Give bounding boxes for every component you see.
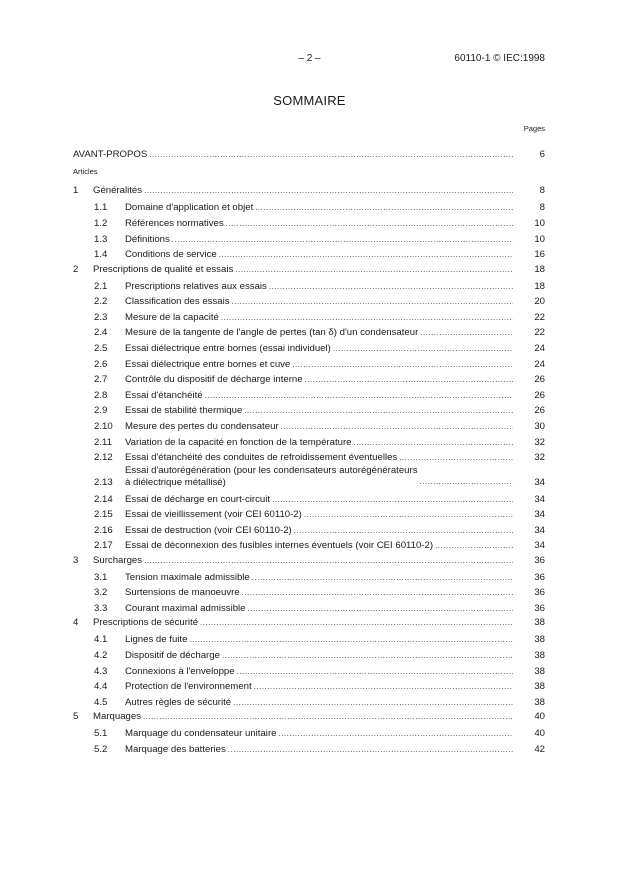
toc-entry[interactable] bbox=[73, 567, 545, 584]
toc-entry-page: 30 bbox=[534, 420, 545, 432]
toc-entry[interactable] bbox=[73, 183, 545, 197]
toc-entry-page: 34 bbox=[534, 493, 545, 505]
toc-entry-number: 2.13 bbox=[94, 477, 113, 489]
toc-entry-title: Essai de destruction (voir CEI 60110-2) bbox=[125, 524, 292, 536]
toc-entry-number: 4.3 bbox=[94, 665, 108, 677]
toc-entry-page: 38 bbox=[534, 617, 545, 629]
toc-entry-number: 2.8 bbox=[94, 389, 108, 401]
toc-entry-page: 16 bbox=[534, 249, 545, 261]
toc-entry-number: 2.15 bbox=[94, 509, 113, 521]
toc-entry[interactable] bbox=[73, 324, 545, 340]
toc-entry[interactable] bbox=[73, 709, 545, 723]
toc-entry-title: Surcharges bbox=[93, 554, 143, 566]
toc-entry-number: 2.7 bbox=[94, 374, 108, 386]
toc-entry-title: AVANT-PROPOS bbox=[73, 148, 148, 160]
toc-entry[interactable] bbox=[73, 261, 545, 275]
toc-entry[interactable] bbox=[73, 629, 545, 646]
dot-leader bbox=[304, 509, 513, 521]
toc-entry-title: Domaine d'application et objet bbox=[125, 202, 254, 214]
toc-entry-page: 26 bbox=[534, 389, 545, 401]
toc-entry-number: 2.6 bbox=[94, 358, 108, 370]
dot-leader bbox=[221, 312, 513, 324]
toc-entry-page: 18 bbox=[534, 263, 545, 275]
toc-entry-title: Généralités bbox=[93, 185, 143, 197]
toc-entry-page: 36 bbox=[534, 571, 545, 583]
toc-entry-page: 38 bbox=[534, 650, 545, 662]
dot-leader bbox=[232, 296, 513, 308]
toc-entry-title: Courant maximal admissible bbox=[125, 603, 246, 615]
toc-entry-page: 26 bbox=[534, 374, 545, 386]
toc-entry-page: 34 bbox=[534, 509, 545, 521]
toc-entry[interactable] bbox=[73, 506, 545, 522]
toc-entry-number: 2.14 bbox=[94, 493, 113, 505]
dot-leader bbox=[189, 634, 513, 646]
toc-entry[interactable] bbox=[73, 386, 545, 402]
toc-entry-title: Prescriptions de sécurité bbox=[93, 617, 199, 629]
toc-entry[interactable] bbox=[73, 402, 545, 418]
toc-entry-title: Essai de stabilité thermique bbox=[125, 405, 243, 417]
toc-entry[interactable] bbox=[73, 693, 545, 709]
toc-entry-number: 2.5 bbox=[94, 342, 108, 354]
toc-entry[interactable] bbox=[73, 678, 545, 694]
dot-leader bbox=[254, 681, 513, 693]
dot-leader bbox=[237, 666, 513, 678]
toc-entry-title: Essai de décharge en court-circuit bbox=[125, 493, 271, 505]
pages-column-label: Pages bbox=[523, 124, 545, 133]
dot-leader bbox=[353, 437, 513, 449]
toc-entry-number: 2.1 bbox=[94, 280, 108, 292]
dot-leader bbox=[244, 405, 513, 417]
toc-entry-number: 4.5 bbox=[94, 696, 108, 708]
dot-leader bbox=[219, 249, 513, 261]
toc-entry-page: 34 bbox=[534, 524, 545, 536]
toc-entry-number: 2.17 bbox=[94, 540, 113, 552]
toc-entry[interactable] bbox=[73, 740, 545, 756]
dot-leader bbox=[228, 744, 513, 756]
toc-entry-title: Essai d'étanchéité des conduites de refroidissement éventuelles bbox=[125, 452, 398, 464]
toc-entry-page: 22 bbox=[534, 311, 545, 323]
dot-leader bbox=[435, 540, 513, 552]
toc-entry[interactable] bbox=[73, 662, 545, 678]
table-of-contents bbox=[73, 183, 545, 756]
toc-entry[interactable] bbox=[73, 339, 545, 355]
dot-leader bbox=[248, 603, 514, 615]
toc-entry-number: 2.12 bbox=[94, 452, 113, 464]
toc-entry-page: 32 bbox=[534, 436, 545, 448]
toc-entry-title: Lignes de fuite bbox=[125, 634, 188, 646]
toc-entry[interactable] bbox=[73, 465, 545, 489]
dot-leader bbox=[333, 343, 513, 355]
toc-entry-page: 42 bbox=[534, 743, 545, 755]
dot-leader bbox=[272, 494, 513, 506]
toc-entry-page: 18 bbox=[534, 280, 545, 292]
toc-entry-page: 36 bbox=[534, 587, 545, 599]
toc-entry-number: 2.2 bbox=[94, 296, 108, 308]
dot-leader bbox=[269, 281, 513, 293]
toc-entry[interactable] bbox=[73, 646, 545, 662]
toc-entry-number: 1 bbox=[73, 185, 79, 197]
toc-entry-page: 34 bbox=[534, 477, 545, 489]
toc-entry[interactable] bbox=[73, 723, 545, 740]
toc-entry[interactable] bbox=[73, 552, 545, 566]
toc-entry[interactable] bbox=[73, 537, 545, 553]
toc-entry[interactable] bbox=[73, 521, 545, 537]
toc-entry-page: 20 bbox=[534, 296, 545, 308]
toc-entry-title: Essai de déconnexion des fusibles internes éventuels (voir CEI 60110-2) bbox=[125, 540, 434, 552]
toc-entry[interactable] bbox=[73, 615, 545, 629]
toc-entry-page: 40 bbox=[534, 711, 545, 723]
toc-entry-page: 8 bbox=[539, 202, 545, 214]
toc-entry-page: 36 bbox=[534, 554, 545, 566]
page-title: SOMMAIRE bbox=[273, 93, 346, 108]
toc-entry-title: Contrôle du dispositif de décharge interne bbox=[125, 374, 303, 386]
toc-entry-title: Classification des essais bbox=[125, 296, 230, 308]
toc-entry-title: Prescriptions relatives aux essais bbox=[125, 280, 267, 292]
dot-leader bbox=[292, 359, 513, 371]
toc-entry-title: Définitions bbox=[125, 233, 170, 245]
toc-entry-title: Essai diélectrique entre bornes (essai individuel) bbox=[125, 342, 331, 354]
toc-entry[interactable] bbox=[73, 276, 545, 293]
dot-leader bbox=[242, 587, 513, 599]
toc-entry-page: 34 bbox=[534, 540, 545, 552]
toc-entry-title: Marquage du condensateur unitaire bbox=[125, 728, 277, 740]
dot-leader bbox=[399, 452, 513, 464]
toc-entry-title: Tension maximale admissible bbox=[125, 571, 250, 583]
toc-entry-title: Essai d'autorégénération (pour les condensateurs autorégénérateurs à diélectrique métallisé) bbox=[125, 465, 418, 489]
toc-entry-page: 38 bbox=[534, 696, 545, 708]
dot-leader bbox=[294, 525, 513, 537]
toc-entry-page: 38 bbox=[534, 634, 545, 646]
toc-entry-number: 1.1 bbox=[94, 202, 108, 214]
toc-entry-title: Références normatives bbox=[125, 217, 224, 229]
toc-entry-number: 3.2 bbox=[94, 587, 108, 599]
toc-entry-page: 10 bbox=[534, 217, 545, 229]
toc-entry-number: 2.16 bbox=[94, 524, 113, 536]
dot-leader bbox=[200, 617, 513, 629]
toc-entry[interactable] bbox=[73, 214, 545, 230]
toc-entry-number: 3.1 bbox=[94, 571, 108, 583]
toc-entry-title: Dispositif de décharge bbox=[125, 650, 220, 662]
toc-entry-title: Mesure de la tangente de l'angle de pertes (tan δ) d'un condensateur bbox=[125, 327, 419, 339]
toc-entry[interactable] bbox=[73, 246, 545, 262]
toc-entry-number: 4.4 bbox=[94, 681, 108, 693]
toc-entry-number: 4.2 bbox=[94, 650, 108, 662]
toc-entry-number: 5 bbox=[73, 711, 79, 723]
toc-entry-page: 26 bbox=[534, 405, 545, 417]
dot-leader bbox=[255, 202, 513, 214]
toc-entry-page: 8 bbox=[539, 185, 545, 197]
toc-entry-number: 1.3 bbox=[94, 233, 108, 245]
toc-entry-title: Essai diélectrique entre bornes et cuve bbox=[125, 358, 291, 370]
toc-entry[interactable] bbox=[73, 197, 545, 214]
toc-entry-number: 3 bbox=[73, 554, 79, 566]
dot-leader bbox=[144, 185, 513, 197]
toc-entry-number: 1.4 bbox=[94, 249, 108, 261]
toc-entry-title: Essai de vieillissement (voir CEI 60110-2) bbox=[125, 509, 302, 521]
dot-leader bbox=[420, 476, 514, 488]
toc-entry-title: Marquage des batteries bbox=[125, 743, 226, 755]
toc-entry[interactable] bbox=[73, 417, 545, 433]
dot-leader bbox=[278, 728, 513, 740]
dot-leader bbox=[226, 218, 513, 230]
toc-entry-number: 5.1 bbox=[94, 728, 108, 740]
document-reference: 60110-1 © IEC:1998 bbox=[454, 53, 545, 64]
dot-leader bbox=[144, 555, 513, 567]
toc-entry[interactable] bbox=[73, 230, 545, 246]
toc-entry-number: 2.4 bbox=[94, 327, 108, 339]
toc-entry-page: 40 bbox=[534, 728, 545, 740]
toc-entry-title: Mesure des pertes du condensateur bbox=[125, 420, 279, 432]
toc-entry[interactable] bbox=[73, 599, 545, 615]
dot-leader bbox=[172, 234, 513, 246]
toc-entry-title: Surtensions de manoeuvre bbox=[125, 587, 240, 599]
dot-leader bbox=[205, 390, 513, 402]
dot-leader bbox=[420, 327, 513, 339]
toc-entry-number: 2.10 bbox=[94, 420, 113, 432]
toc-entry-number: 3.3 bbox=[94, 603, 108, 615]
toc-entry-page: 22 bbox=[534, 327, 545, 339]
toc-entry-title: Prescriptions de qualité et essais bbox=[93, 263, 234, 275]
toc-entry-page: 38 bbox=[534, 665, 545, 677]
toc-entry-title: Conditions de service bbox=[125, 249, 217, 261]
toc-entry-title: Autres règles de sécurité bbox=[125, 696, 232, 708]
toc-entry[interactable] bbox=[73, 584, 545, 600]
toc-entry[interactable] bbox=[73, 490, 545, 506]
foreword-entry bbox=[73, 145, 545, 161]
toc-entry-page: 32 bbox=[534, 452, 545, 464]
toc-entry-page: 24 bbox=[534, 358, 545, 370]
toc-entry[interactable] bbox=[73, 308, 545, 324]
page-number: – 2 – bbox=[298, 53, 321, 64]
toc-entry-number: 2.9 bbox=[94, 405, 108, 417]
toc-entry-page: 6 bbox=[539, 148, 545, 160]
toc-entry-title: Protection de l'environnement bbox=[125, 681, 252, 693]
toc-entry-number: 2.3 bbox=[94, 311, 108, 323]
dot-leader bbox=[222, 650, 513, 662]
toc-entry-number: 5.2 bbox=[94, 743, 108, 755]
toc-entry-number: 2 bbox=[73, 263, 79, 275]
toc-entry[interactable] bbox=[73, 371, 545, 387]
dot-leader bbox=[235, 264, 513, 276]
dot-leader bbox=[233, 697, 513, 709]
toc-entry[interactable] bbox=[73, 433, 545, 449]
toc-entry-title: Variation de la capacité en fonction de la température bbox=[125, 436, 352, 448]
toc-entry-title: Essai d'étanchéité bbox=[125, 389, 203, 401]
toc-entry-number: 4.1 bbox=[94, 634, 108, 646]
toc-entry-title: Marquages bbox=[93, 711, 141, 723]
toc-entry[interactable] bbox=[73, 355, 545, 371]
toc-entry-number: 1.2 bbox=[94, 217, 108, 229]
toc-entry-number: 2.11 bbox=[94, 436, 112, 448]
toc-entry-title: Connexions à l'enveloppe bbox=[125, 665, 235, 677]
toc-entry-page: 10 bbox=[534, 233, 545, 245]
toc-entry-number: 4 bbox=[73, 617, 79, 629]
articles-label: Articles bbox=[73, 167, 98, 176]
toc-entry[interactable] bbox=[73, 449, 545, 465]
toc-entry-page: 36 bbox=[534, 603, 545, 615]
dot-leader bbox=[149, 149, 513, 161]
dot-leader bbox=[281, 421, 513, 433]
toc-entry-page: 24 bbox=[534, 342, 545, 354]
dot-leader bbox=[305, 374, 513, 386]
dot-leader bbox=[252, 572, 513, 584]
dot-leader bbox=[143, 711, 513, 723]
toc-entry-title: Mesure de la capacité bbox=[125, 311, 219, 323]
toc-entry[interactable] bbox=[73, 293, 545, 309]
toc-entry-page: 38 bbox=[534, 681, 545, 693]
